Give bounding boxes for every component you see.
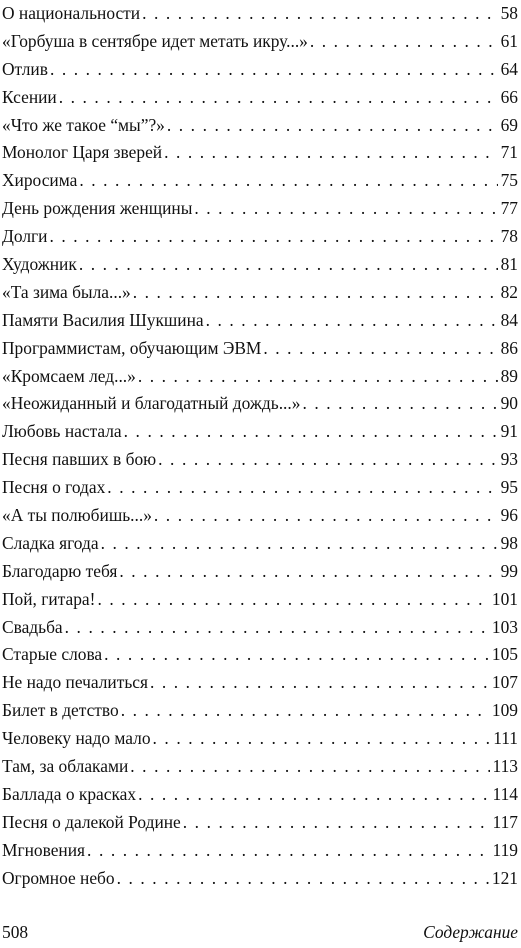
toc-entry[interactable] xyxy=(2,697,518,725)
toc-entry-title: Мгновения xyxy=(2,839,86,860)
toc-entry-page: 78 xyxy=(500,226,518,247)
toc-entry-title: Там, за облаками xyxy=(2,756,129,777)
toc-entry-page: 95 xyxy=(500,477,518,498)
dot-leader xyxy=(79,167,497,195)
dot-leader xyxy=(97,586,488,614)
toc-entry-page: 105 xyxy=(491,644,518,665)
toc-entry-page: 93 xyxy=(500,449,518,470)
toc-entry-title: Пой, гитара! xyxy=(2,588,96,609)
toc-entry[interactable] xyxy=(2,586,518,614)
toc-entry[interactable] xyxy=(2,446,518,474)
toc-entry-title: Программистам, обучающим ЭВМ xyxy=(2,337,262,358)
toc-entry-page: 86 xyxy=(500,337,518,358)
toc-entry[interactable] xyxy=(2,363,518,391)
toc-entry[interactable] xyxy=(2,837,518,865)
toc-entry-title: Монолог Царя зверей xyxy=(2,142,163,163)
toc-entry-title: Не надо печалиться xyxy=(2,672,148,693)
toc-entry-title: «Что же такое “мы”?» xyxy=(2,114,165,135)
toc-entry-page: 90 xyxy=(500,393,518,414)
toc-entry-title: Ксении xyxy=(2,86,57,107)
toc-entry-title: Долги xyxy=(2,226,48,247)
toc-entry-title: Песня о далекой Родине xyxy=(2,811,181,832)
toc-entry-page: 111 xyxy=(493,728,518,749)
toc-entry[interactable] xyxy=(2,223,518,251)
dot-leader xyxy=(133,279,498,307)
toc-entry-page: 84 xyxy=(500,309,518,330)
toc-entry[interactable] xyxy=(2,0,518,28)
dot-leader xyxy=(59,84,498,112)
toc-entry-page: 91 xyxy=(500,421,518,442)
toc-entry-page: 117 xyxy=(492,811,518,832)
toc-entry-page: 99 xyxy=(500,560,518,581)
toc-entry[interactable] xyxy=(2,781,518,809)
toc-entry[interactable] xyxy=(2,809,518,837)
toc-entry-page: 58 xyxy=(500,3,518,23)
toc-entry[interactable] xyxy=(2,530,518,558)
toc-entry[interactable] xyxy=(2,474,518,502)
toc-entry-title: Благодарю тебя xyxy=(2,560,118,581)
toc-entry-title: День рождения женщины xyxy=(2,198,193,219)
toc-entry-title: «Неожиданный и благодатный дождь...» xyxy=(2,393,301,414)
toc-entry-page: 66 xyxy=(500,86,518,107)
toc-entry[interactable] xyxy=(2,669,518,697)
toc-entry-page: 113 xyxy=(492,756,518,777)
toc-entry-title: «Та зима была...» xyxy=(2,281,131,302)
toc-entry-page: 81 xyxy=(500,254,518,275)
dot-leader xyxy=(302,390,497,418)
toc-entry-page: 82 xyxy=(500,281,518,302)
dot-leader xyxy=(154,502,498,530)
toc-entry[interactable] xyxy=(2,502,518,530)
toc-entry[interactable] xyxy=(2,167,518,195)
dot-leader xyxy=(79,251,498,279)
toc-entry[interactable] xyxy=(2,195,518,223)
toc-entry-page: 109 xyxy=(491,700,518,721)
dot-leader xyxy=(87,837,490,865)
dot-leader xyxy=(263,335,497,363)
toc-entry[interactable] xyxy=(2,307,518,335)
dot-leader xyxy=(138,781,489,809)
toc-entry[interactable] xyxy=(2,279,518,307)
toc-entry-title: Человеку надо мало xyxy=(2,728,151,749)
toc-entry-title: «А ты полюбишь...» xyxy=(2,505,152,526)
running-section-title: Содержание xyxy=(423,922,518,942)
toc-entry-title: Отлив xyxy=(2,58,48,79)
toc-entry-page: 69 xyxy=(500,114,518,135)
toc-entry-page: 98 xyxy=(500,532,518,553)
page-number: 508 xyxy=(2,922,29,942)
toc-entry[interactable] xyxy=(2,614,518,642)
toc-entry-title: Памяти Василия Шукшина xyxy=(2,309,204,330)
toc-entry-page: 121 xyxy=(491,867,518,888)
toc-entry-title: Билет в детство xyxy=(2,700,119,721)
toc-entry-page: 64 xyxy=(500,58,518,79)
dot-leader xyxy=(50,56,498,84)
toc-entry-page: 114 xyxy=(492,783,518,804)
toc-entry[interactable] xyxy=(2,641,518,669)
dot-leader xyxy=(158,446,497,474)
toc-entry-title: Свадьба xyxy=(2,616,63,637)
dot-leader xyxy=(153,725,491,753)
toc-entry-page: 71 xyxy=(500,142,518,163)
toc-entry-title: Хиросима xyxy=(2,170,78,191)
toc-entry[interactable] xyxy=(2,139,518,167)
dot-leader xyxy=(49,223,497,251)
toc-entry-page: 89 xyxy=(500,365,518,386)
toc-entry[interactable] xyxy=(2,112,518,140)
dot-leader xyxy=(167,112,498,140)
toc-entry[interactable] xyxy=(2,725,518,753)
toc-entry[interactable] xyxy=(2,418,518,446)
dot-leader xyxy=(194,195,497,223)
dot-leader xyxy=(107,474,497,502)
toc-entry-page: 101 xyxy=(491,588,518,609)
toc-entry[interactable] xyxy=(2,558,518,586)
toc-entry-title: Любовь настала xyxy=(2,421,122,442)
dot-leader xyxy=(117,865,489,893)
toc-entry[interactable] xyxy=(2,865,518,893)
toc-entry[interactable] xyxy=(2,84,518,112)
toc-entry-page: 77 xyxy=(500,198,518,219)
toc-entry-title: Баллада о красках xyxy=(2,783,137,804)
toc-entry-page: 96 xyxy=(500,505,518,526)
toc-entry-title: Старые слова xyxy=(2,644,103,665)
dot-leader xyxy=(206,307,498,335)
toc-entry[interactable] xyxy=(2,753,518,781)
toc-entry-title: Песня о годах xyxy=(2,477,106,498)
toc-entry-title: Художник xyxy=(2,254,77,275)
dot-leader xyxy=(101,530,498,558)
toc-entry-page: 119 xyxy=(492,839,518,860)
toc-entry-title: Огромное небо xyxy=(2,867,115,888)
toc-entry-title: «Кромсаем лед...» xyxy=(2,365,136,386)
toc-entry[interactable] xyxy=(2,335,518,363)
toc-entry[interactable] xyxy=(2,56,518,84)
toc-entry-title: Сладка ягода xyxy=(2,532,99,553)
dot-leader xyxy=(104,641,489,669)
dot-leader xyxy=(142,0,498,28)
dot-leader xyxy=(130,753,489,781)
toc-entry[interactable] xyxy=(2,390,518,418)
toc-entry[interactable] xyxy=(2,28,518,56)
dot-leader xyxy=(65,614,489,642)
dot-leader xyxy=(119,558,497,586)
toc-entry-page: 61 xyxy=(500,30,518,51)
toc-entry-page: 75 xyxy=(500,170,518,191)
toc-entry-page: 103 xyxy=(491,616,518,637)
toc-entry-title: Песня павших в бою xyxy=(2,449,157,470)
toc-entry-title: «Горбуша в сентябре идет метать икру...» xyxy=(2,30,308,51)
page-footer xyxy=(2,922,518,946)
dot-leader xyxy=(121,697,489,725)
dot-leader xyxy=(150,669,489,697)
dot-leader xyxy=(310,28,498,56)
dot-leader xyxy=(164,139,498,167)
toc-entry-page: 107 xyxy=(491,672,518,693)
dot-leader xyxy=(138,363,498,391)
dot-leader xyxy=(124,418,498,446)
toc-entry[interactable] xyxy=(2,251,518,279)
dot-leader xyxy=(183,809,490,837)
table-of-contents xyxy=(2,0,518,893)
toc-entry-title: О национальности xyxy=(2,3,141,23)
